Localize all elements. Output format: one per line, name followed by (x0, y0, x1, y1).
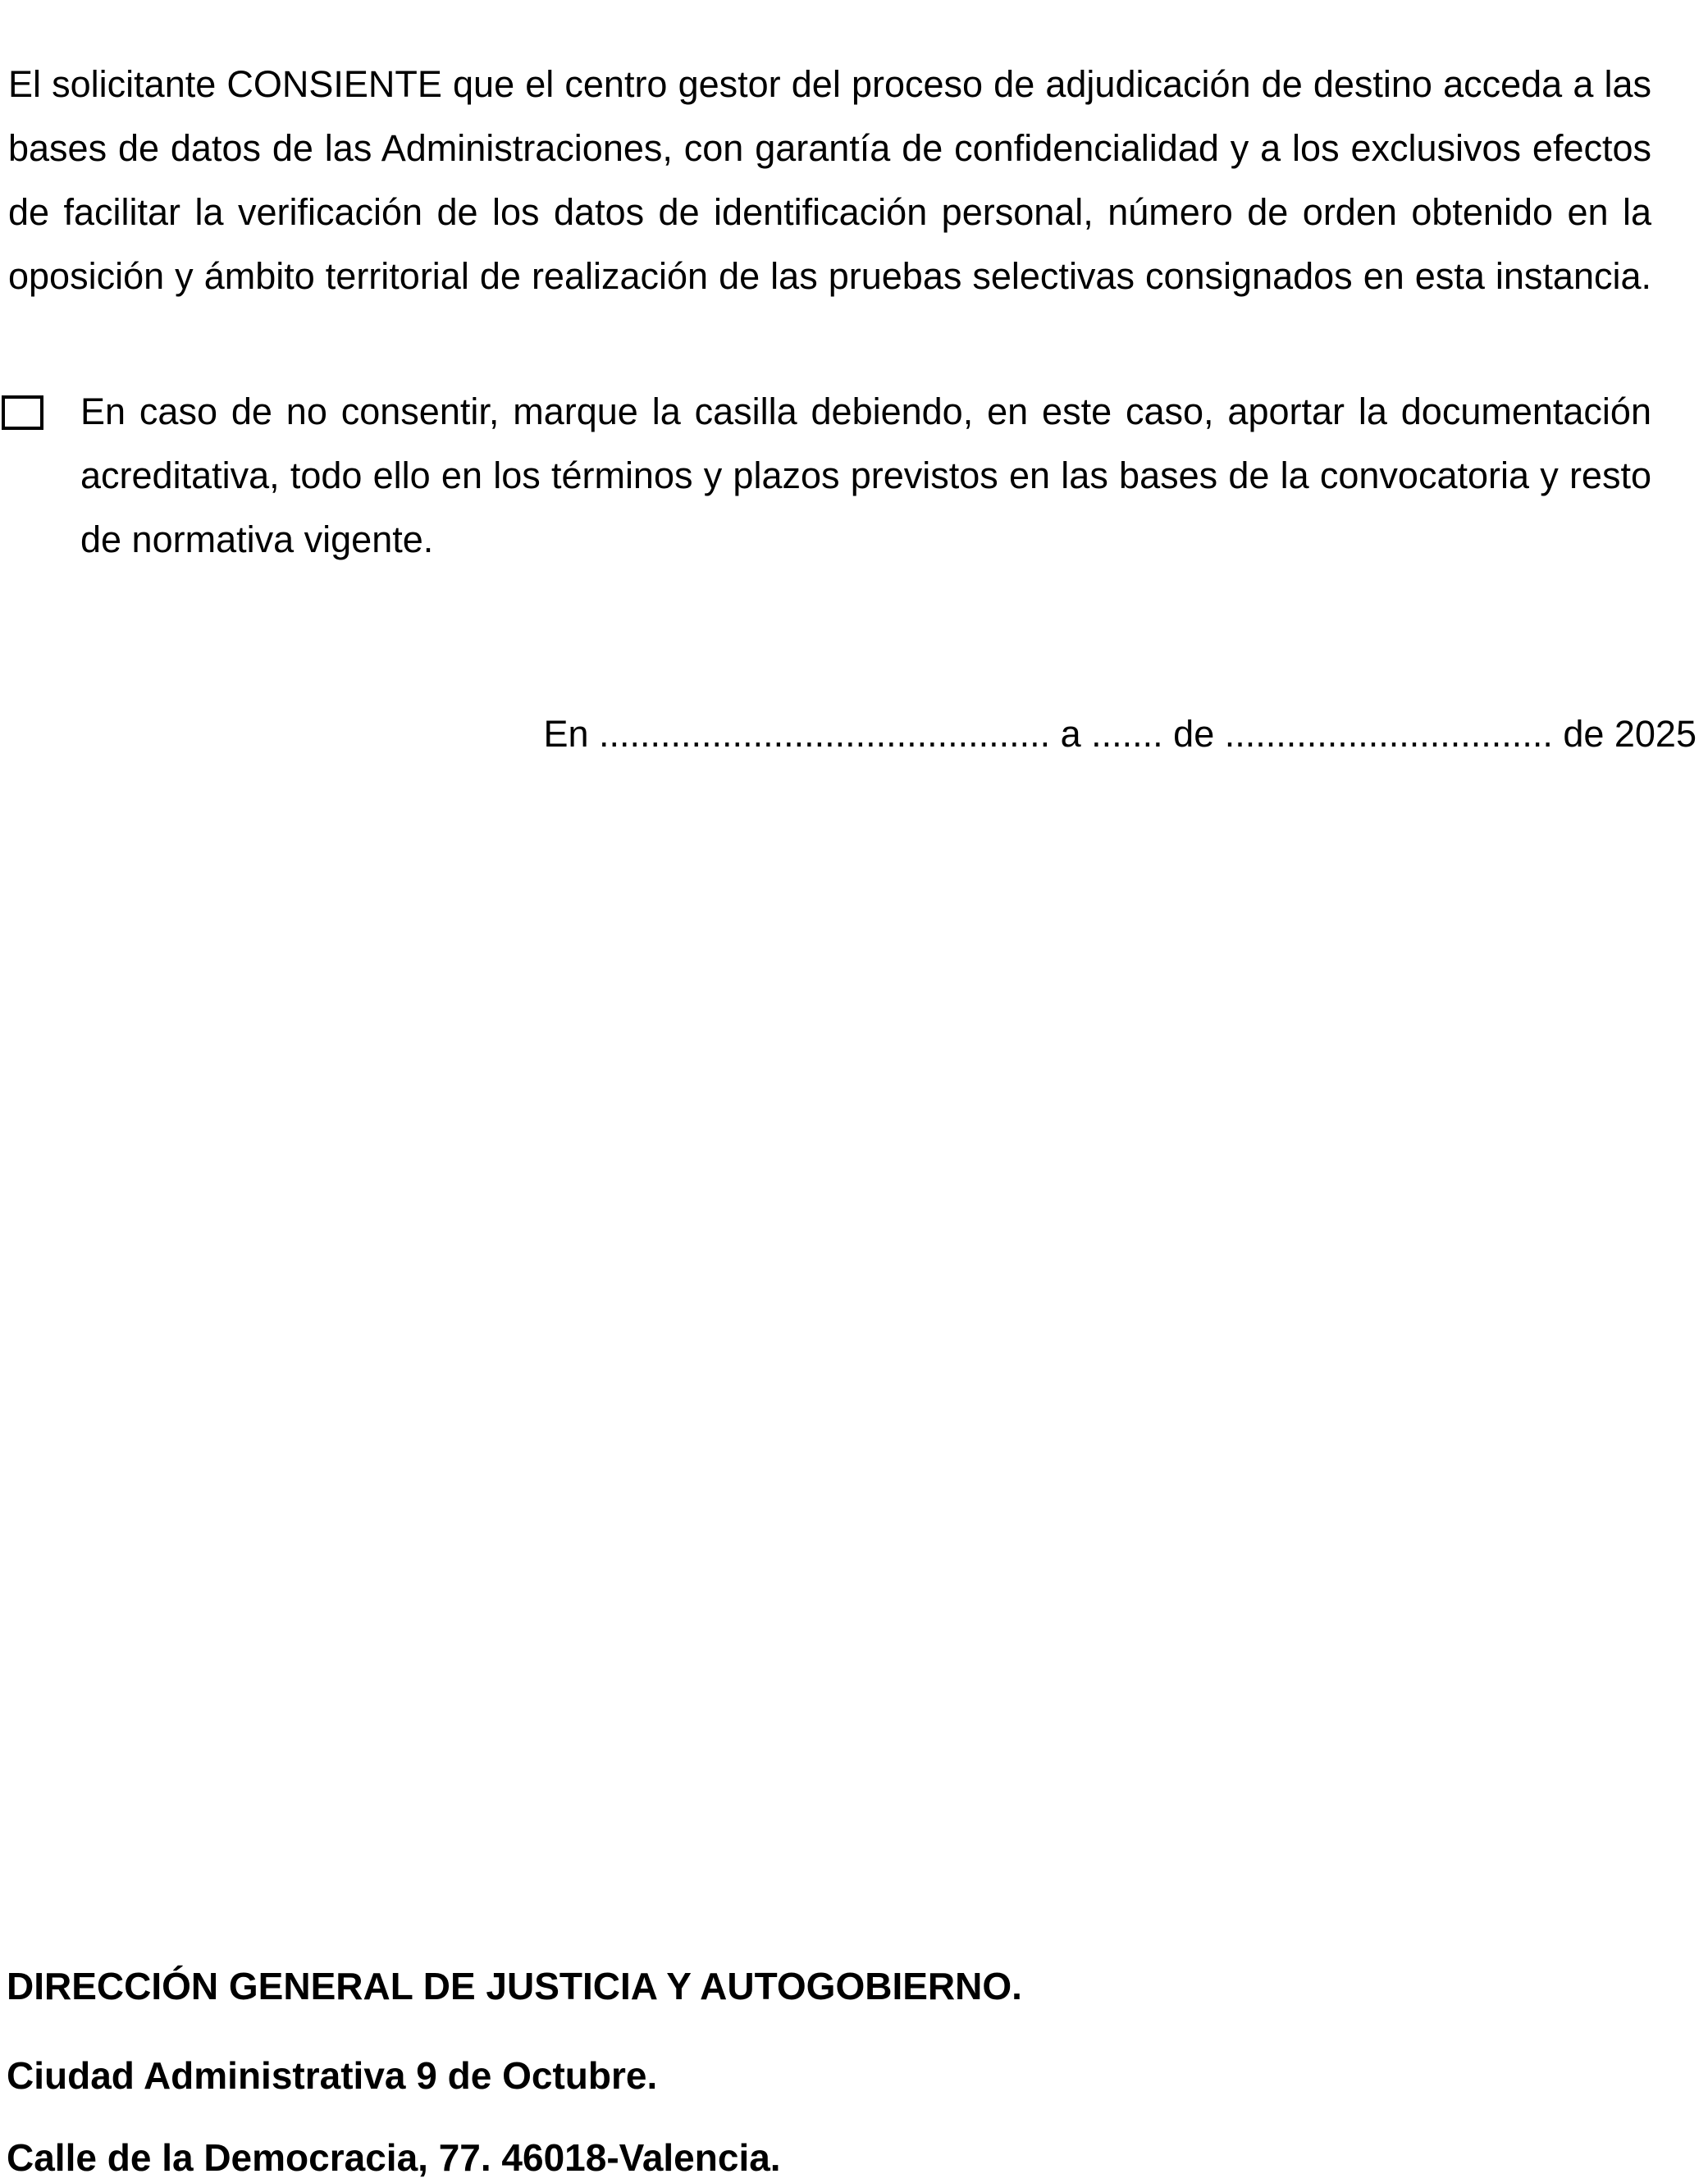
consent-paragraph-line: oposición y ámbito territorial de realización de las pruebas selectivas consignados en esta instancia. (8, 255, 1651, 297)
footer-building: Ciudad Administrativa 9 de Octubre. (7, 2054, 658, 2097)
no-consent-paragraph-line: acreditativa, todo ello en los términos y plazos previstos en las bases de la convocatoria y resto (80, 454, 1651, 496)
consent-paragraph-line: de facilitar la verificación de los datos de identificación personal, número de orden obtenido en la (8, 191, 1651, 233)
consent-paragraph-line: El solicitante CONSIENTE que el centro gestor del proceso de adjudicación de destino acceda a las (8, 63, 1651, 105)
footer-address: Calle de la Democracia, 77. 46018-Valencia. (7, 2136, 781, 2179)
no-consent-paragraph (80, 380, 1651, 572)
signature-date-line: En ............................................ a ....... de ................................ de 2025 (543, 713, 1697, 755)
no-consent-paragraph-line: En caso de no consentir, marque la casilla debiendo, en este caso, aportar la documentación (80, 390, 1651, 432)
consent-paragraph (8, 53, 1651, 308)
consent-paragraph-line: bases de datos de las Administraciones, con garantía de confidencialidad y a los exclusivos efectos (8, 127, 1651, 169)
footer-department: DIRECCIÓN GENERAL DE JUSTICIA Y AUTOGOBIERNO. (7, 1965, 1022, 2007)
no-consent-paragraph-line: de normativa vigente. (80, 518, 434, 560)
no-consent-checkbox[interactable] (2, 395, 43, 430)
